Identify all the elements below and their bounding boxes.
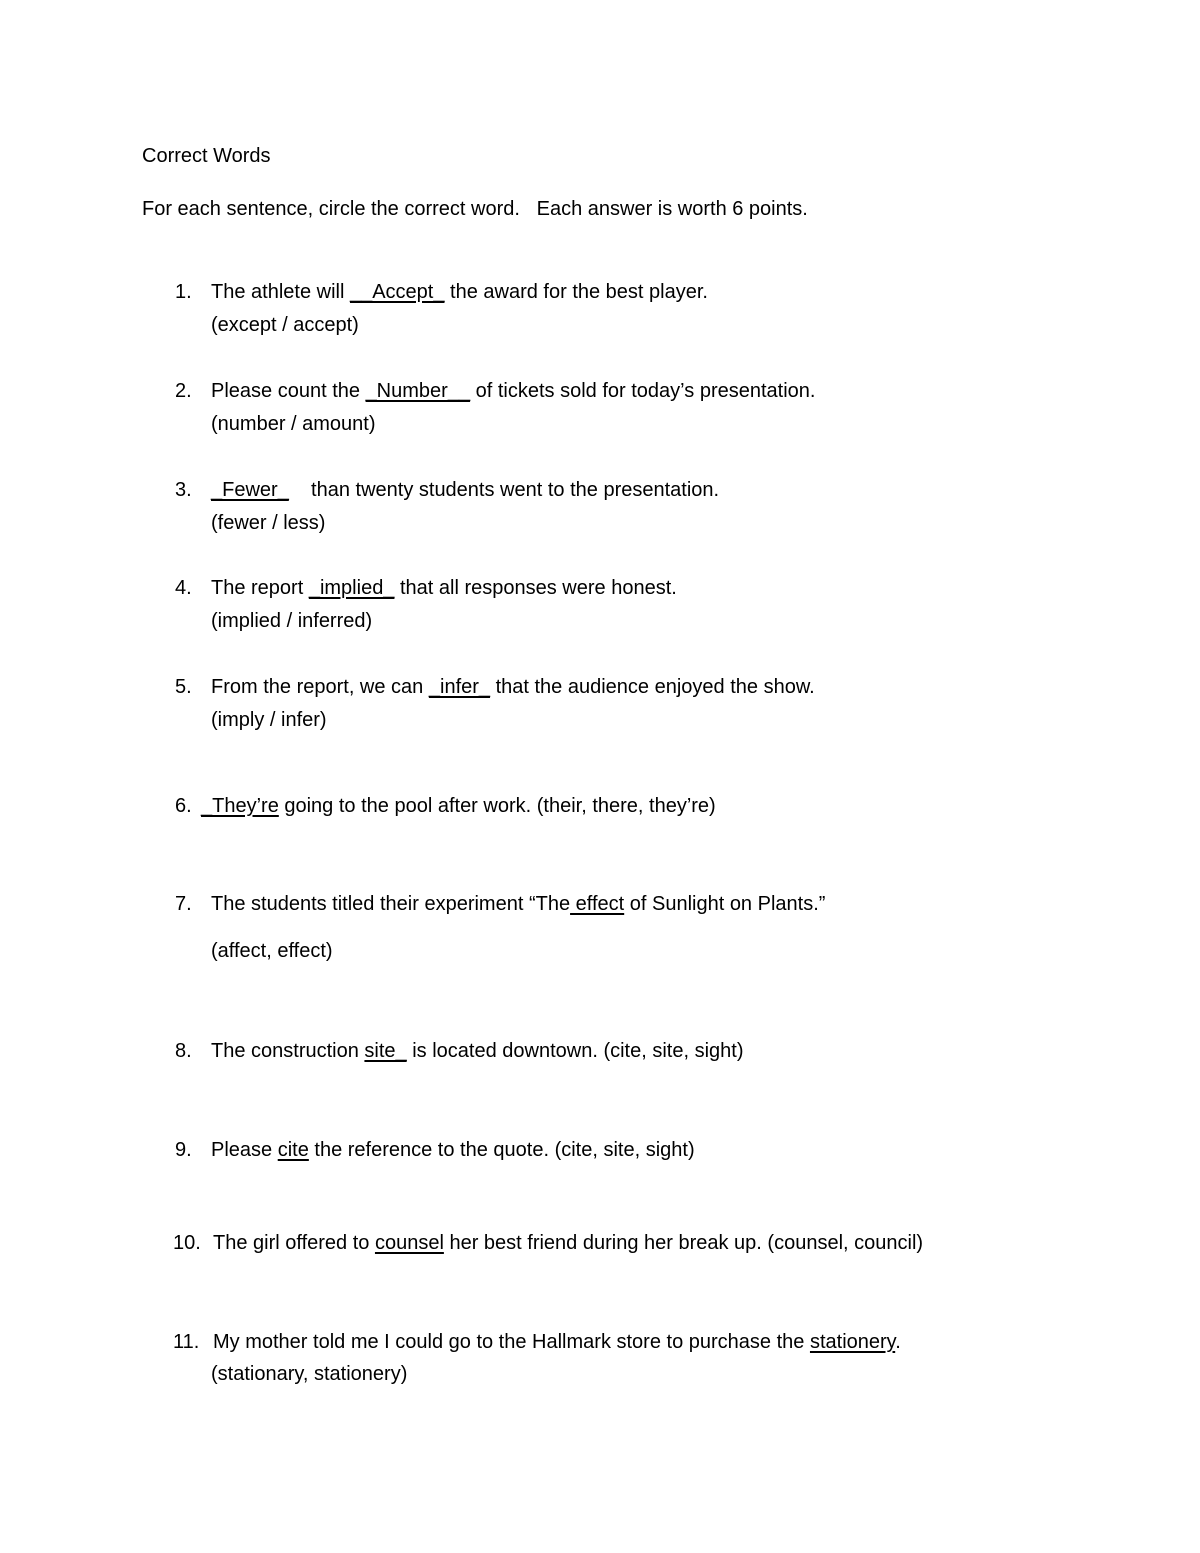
sentence-before: My mother told me I could go to the Hallmark store to purchase the xyxy=(213,1331,810,1353)
question-number: 5. xyxy=(175,676,192,698)
sentence-after: of tickets sold for today’s presentation. xyxy=(470,380,816,402)
question-sentence xyxy=(211,1136,695,1164)
answer-word: __Accept_ xyxy=(349,281,445,303)
sentence-after: is located downtown. (cite, site, sight) xyxy=(406,1040,744,1062)
sentence-after: of Sunlight on Plants.” xyxy=(624,893,826,915)
answer-word: counsel xyxy=(374,1232,444,1254)
sentence-before: The report xyxy=(211,577,309,599)
word-choices: (number / amount) xyxy=(211,413,376,435)
sentence-before: From the report, we can xyxy=(211,676,429,698)
sentence-after: going to the pool after work. (their, there, they’re) xyxy=(278,795,716,817)
sentence-before: The athlete will xyxy=(211,281,350,303)
sentence-after: that all responses were honest. xyxy=(394,577,677,599)
word-choices: (stationary, stationery) xyxy=(211,1363,408,1385)
answer-word: _infer_ xyxy=(428,676,491,698)
answer-word: _implied_ xyxy=(308,577,395,599)
sentence-after: . xyxy=(895,1331,901,1353)
question-sentence xyxy=(211,890,825,918)
answer-word: effect xyxy=(570,893,625,915)
sentence-before: Please count the xyxy=(211,380,366,402)
question-sentence xyxy=(211,278,708,306)
question-number: 6. xyxy=(175,795,192,817)
word-choices: (implied / inferred) xyxy=(211,610,373,632)
answer-word: _Fewer_ xyxy=(211,479,289,501)
sentence-after: the award for the best player. xyxy=(444,281,708,303)
sentence-before: The students titled their experiment “The xyxy=(211,893,571,915)
question-sentence xyxy=(211,574,677,602)
question-number: 3. xyxy=(175,479,192,501)
sentence-before: The girl offered to xyxy=(213,1232,375,1254)
sentence-before: The construction xyxy=(211,1040,365,1062)
question-number: 11. xyxy=(173,1331,200,1353)
question-number: 1. xyxy=(175,281,192,303)
answer-word: site_ xyxy=(364,1040,407,1062)
sentence-after: her best friend during her break up. (counsel, council) xyxy=(443,1232,924,1254)
question-sentence xyxy=(211,377,815,405)
question-number: 7. xyxy=(175,893,192,915)
sentence-before: Please xyxy=(211,1139,278,1161)
sentence-after: the reference to the quote. (cite, site, sight) xyxy=(308,1139,695,1161)
question-sentence xyxy=(213,1328,901,1356)
answer-word: stationery xyxy=(809,1331,896,1353)
answer-word: _Number__ xyxy=(365,380,471,402)
question-sentence xyxy=(201,792,716,820)
answer-word: _They’re xyxy=(201,795,279,817)
question-number: 9. xyxy=(175,1139,192,1161)
worksheet-title: Correct Words xyxy=(142,145,271,167)
word-choices: (affect, effect) xyxy=(211,940,333,962)
question-number: 8. xyxy=(175,1040,192,1062)
instructions: For each sentence, circle the correct word. Each answer is worth 6 points. xyxy=(142,198,808,220)
question-number: 4. xyxy=(175,577,192,599)
answer-word: cite xyxy=(277,1139,309,1161)
sentence-after: than twenty students went to the presentation. xyxy=(288,479,720,501)
question-sentence xyxy=(213,1229,923,1257)
question-sentence xyxy=(211,1037,744,1065)
word-choices: (imply / infer) xyxy=(211,709,327,731)
question-sentence xyxy=(211,673,815,701)
word-choices: (fewer / less) xyxy=(211,512,326,534)
question-number: 2. xyxy=(175,380,192,402)
question-sentence xyxy=(211,476,719,504)
question-number: 10. xyxy=(173,1232,201,1254)
sentence-after: that the audience enjoyed the show. xyxy=(490,676,815,698)
word-choices: (except / accept) xyxy=(211,314,359,336)
